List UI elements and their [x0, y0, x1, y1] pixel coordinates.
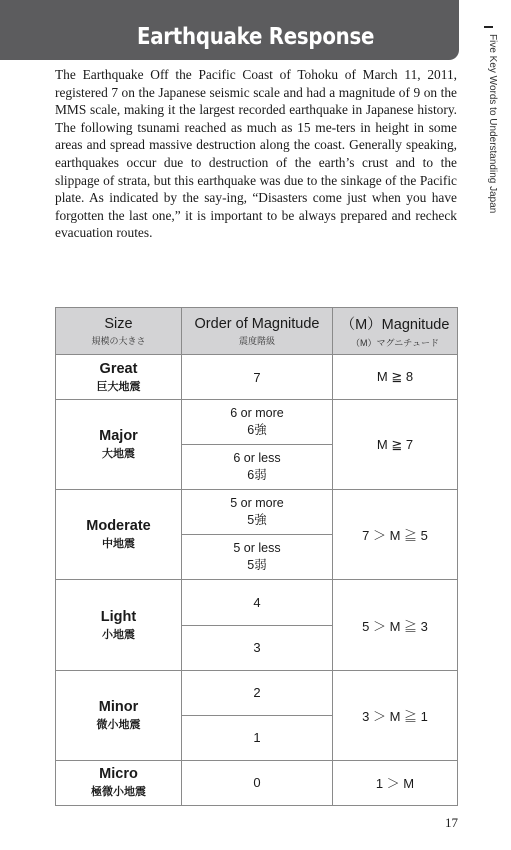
magnitude-cell: M ≧ 7: [333, 400, 458, 490]
size-en: Light: [100, 608, 137, 625]
size-cell: [56, 580, 182, 670]
page-title: Earthquake Response: [136, 24, 375, 50]
size-cell: [56, 490, 182, 580]
order-jp: 6強: [247, 423, 267, 438]
table-row: [56, 355, 458, 400]
header-order-en: Order of Magnitude: [194, 315, 320, 332]
size-en: Great: [99, 360, 138, 377]
order-value: 6 or less: [233, 451, 281, 466]
order-jp: 5強: [247, 513, 267, 528]
size-cell: [56, 355, 182, 400]
order-cell: [182, 535, 333, 580]
size-jp: 極微小地震: [91, 786, 146, 799]
order-cell: [182, 760, 333, 805]
table-row: [56, 490, 458, 535]
order-cell: [182, 625, 333, 670]
order-value: 1: [253, 730, 261, 746]
order-jp: 6弱: [247, 468, 267, 483]
table-body: [56, 355, 458, 806]
table-row: [56, 400, 458, 445]
order-value: 6 or more: [230, 406, 284, 421]
header-size-jp: 規模の大きさ: [91, 335, 146, 346]
header-size: [56, 308, 182, 355]
table-row: [56, 670, 458, 715]
order-value: 5 or more: [230, 496, 284, 511]
header-magnitude-jp: （M）マグニチュード: [350, 338, 440, 348]
size-cell: [56, 670, 182, 760]
order-jp: 5弱: [247, 558, 267, 573]
size-en: Micro: [99, 766, 138, 783]
side-rule: [484, 26, 493, 28]
page-number: 17: [445, 815, 458, 830]
size-jp: 中地震: [102, 538, 135, 551]
order-value: 3: [253, 640, 261, 656]
magnitude-cell: 7 ＞ M ≧ 5: [333, 490, 458, 580]
order-cell: [182, 715, 333, 760]
table-row: [56, 760, 458, 805]
header-order: [182, 308, 333, 355]
order-cell: [182, 445, 333, 490]
header-magnitude: [333, 308, 458, 355]
size-en: Minor: [98, 698, 139, 715]
size-en: Major: [99, 428, 138, 445]
magnitude-cell: 1 ＞ M: [333, 760, 458, 805]
header-size-en: Size: [104, 315, 133, 332]
order-cell: [182, 580, 333, 625]
size-cell: [56, 400, 182, 490]
size-en: Moderate: [86, 518, 151, 535]
order-value: 2: [253, 685, 261, 701]
order-cell: [182, 490, 333, 535]
order-value: 5 or less: [233, 541, 281, 556]
running-head: Five Key Words to Understanding Japan: [487, 34, 498, 214]
order-cell: [182, 670, 333, 715]
order-value: 4: [253, 595, 261, 611]
magnitude-cell: 3 ＞ M ≧ 1: [333, 670, 458, 760]
order-cell: [182, 355, 333, 400]
size-jp: 小地震: [102, 628, 135, 641]
magnitude-cell: 5 ＞ M ≧ 3: [333, 580, 458, 670]
order-value: 7: [253, 369, 261, 385]
order-cell: [182, 400, 333, 445]
magnitude-table: [55, 307, 458, 806]
header-magnitude-en: （M）Magnitude: [340, 317, 450, 333]
size-jp: 大地震: [102, 448, 135, 461]
size-jp: 微小地震: [96, 718, 141, 731]
header-order-jp: 震度階級: [238, 335, 275, 346]
table-header-row: [56, 308, 458, 355]
size-jp: 巨大地震: [96, 380, 141, 393]
table-row: [56, 580, 458, 625]
magnitude-cell: M ≧ 8: [333, 355, 458, 400]
size-cell: [56, 760, 182, 805]
order-value: 0: [253, 775, 261, 791]
body-paragraph: The Earthquake Off the Pacific Coast of Tohoku of March 11, 2011, registered 7 on the Japanese seismic scale and had a magnitude of 9 on the MMS scale, making it the largest recorded earthquake in Japanese history. The following tsunami reached as much as 15 me-ters in height in some areas and spread massive destruction along the coast. Generally speaking, earthquakes occur due to destruction of the earth’s crust and to the slippage of strata, but this earthquake was due to the sinkage of the Pacific plate. As indicated by the say-ing, “Disasters come just when you have forgotten the last one,” it is important to be always prepared and recheck evacuation routes.: [55, 67, 457, 241]
